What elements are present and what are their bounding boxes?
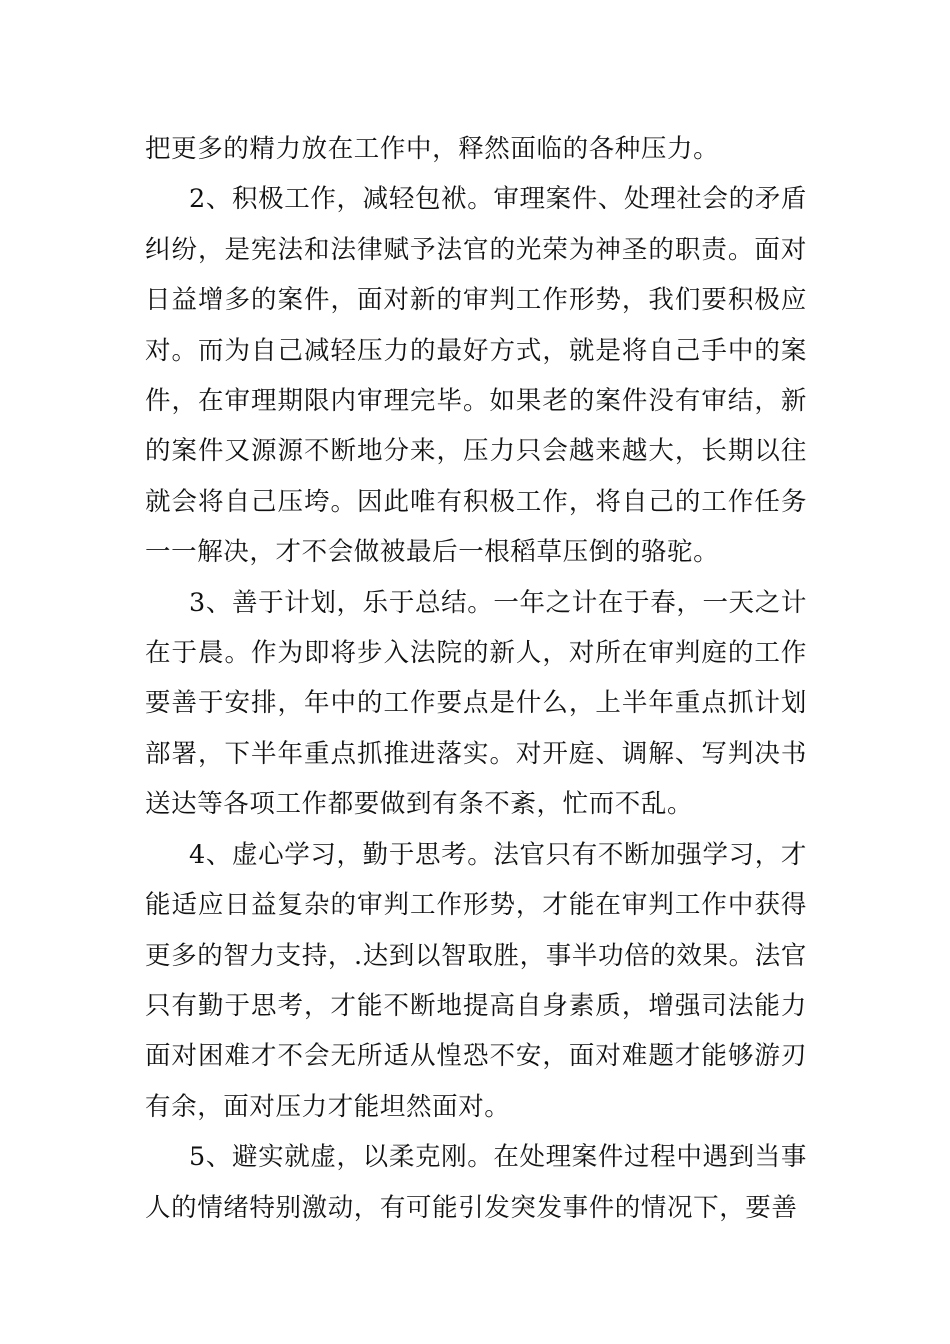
paragraph-item-3: 3、善于计划，乐于总结。一年之计在于春，一天之计在于晨。作为即将步入法院的新人，对所在审判庭的工作要善于安排，年中的工作要点是什么，上半年重点抓计划部署，下半年重点抓推进落实。对开庭、调解、写判决书送达等各项工作都要做到有条不紊，忙而不乱。 (145, 587, 807, 820)
document-body (145, 124, 807, 1233)
paragraph-item-5: 5、避实就虚，以柔克刚。在处理案件过程中遇到当事人的情绪特别激动，有可能引发突发事件的情况下，要善 (145, 1142, 807, 1223)
paragraph-continuation: 把更多的精力放在工作中，释然面临的各种压力。 (145, 134, 720, 164)
paragraph-item-4: 4、虚心学习，勤于思考。法官只有不断加强学习，才能适应日益复杂的审判工作形势，才能在审判工作中获得更多的智力支持，.达到以智取胜，事半功倍的效果。法官只有勤于思考，才能不断地提高自身素质，增强司法能力面对困难才不会无所适从惶恐不安，面对难题才能够游刃有余，面对压力才能坦然面对。 (145, 839, 807, 1122)
paragraph-item-2: 2、积极工作，减轻包袱。审理案件、处理社会的矛盾纠纷，是宪法和法律赋予法官的光荣为神圣的职责。面对日益增多的案件，面对新的审判工作形势，我们要积极应对。而为自己减轻压力的最好方式，就是将自己手中的案件，在审理期限内审理完毕。如果老的案件没有审结，新的案件又源源不断地分来，压力只会越来越大，长期以往就会将自己压垮。因此唯有积极工作，将自己的工作任务一一解决，才不会做被最后一根稻草压倒的骆驼。 (145, 184, 807, 568)
